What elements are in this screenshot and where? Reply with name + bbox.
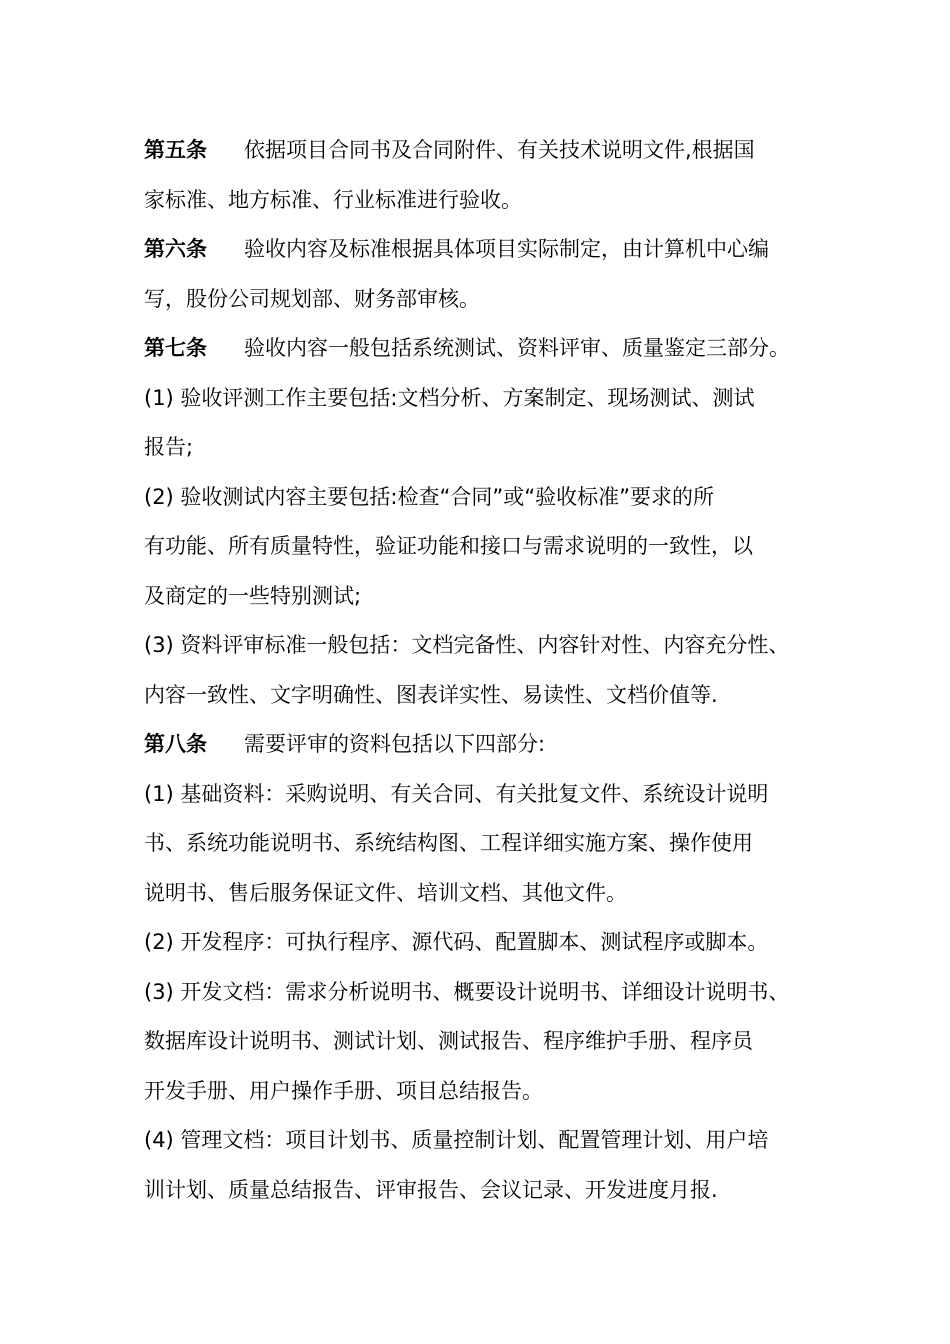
text-line (144, 819, 824, 869)
line-text: 验收内容及标准根据具体项目实际制定，由计算机中心编 (244, 237, 769, 261)
line-text: (1) 基础资料：采购说明、有关合同、有关批复文件、系统设计说明 (144, 781, 769, 806)
line-text: 需要评审的资料包括以下四部分: (244, 732, 546, 756)
text-line (144, 1166, 824, 1216)
text-line (144, 374, 824, 424)
line-text: (2) 验收测试内容主要包括:检查“合同”或“验收标准”要求的所 (144, 484, 715, 509)
text-line (144, 324, 824, 374)
text-line (144, 176, 824, 226)
text-line (144, 671, 824, 721)
text-line (144, 621, 824, 671)
line-text: (2) 开发程序：可执行程序、源代码、配置脚本、测试程序或脚本。 (144, 930, 769, 954)
line-text: 验收内容一般包括系统测试、资料评审、质量鉴定三部分。 (244, 336, 790, 360)
line-text: (4) 管理文档：项目计划书、质量控制计划、配置管理计划、用户培 (144, 1128, 769, 1152)
article-heading: 第七条 (144, 336, 207, 360)
text-line (144, 423, 824, 473)
line-text: 依据项目合同书及合同附件、有关技术说明文件,根据国 (244, 138, 755, 162)
text-line (144, 1017, 824, 1067)
text-line (144, 1067, 824, 1117)
text-line (144, 720, 824, 770)
line-text: (3) 资料评审标准一般包括：文档完备性、内容针对性、内容充分性、 (144, 633, 790, 657)
line-text: 书、系统功能说明书、系统结构图、工程详细实施方案、操作使用 (144, 831, 753, 855)
line-text: (1) 验收评测工作主要包括:文档分析、方案制定、现场测试、测试 (144, 385, 755, 410)
line-text: 开发手册、用户操作手册、项目总结报告。 (144, 1078, 543, 1103)
text-line (144, 918, 824, 968)
article-heading: 第六条 (144, 237, 207, 261)
article-heading: 第五条 (144, 138, 207, 162)
line-text: (3) 开发文档：需求分析说明书、概要设计说明书、详细设计说明书、 (144, 979, 790, 1004)
text-line (144, 522, 824, 572)
text-line (144, 572, 824, 622)
line-text: 家标准、地方标准、行业标准进行验收。 (144, 187, 522, 212)
line-text: 说明书、售后服务保证文件、培训文档、其他文件。 (144, 880, 627, 905)
text-line (144, 473, 824, 523)
document-body (144, 126, 824, 1215)
line-text: 数据库设计说明书、测试计划、测试报告、程序维护手册、程序员 (144, 1029, 753, 1053)
line-text: 有功能、所有质量特性，验证功能和接口与需求说明的一致性，以 (144, 534, 753, 558)
text-line (144, 275, 824, 325)
line-text: 写，股份公司规划部、财务部审核。 (144, 286, 480, 311)
text-line (144, 770, 824, 820)
line-text: 训计划、质量总结报告、评审报告、会议记录、开发进度月报. (144, 1177, 718, 1202)
line-text: 内容一致性、文字明确性、图表详实性、易读性、文档价值等. (144, 682, 718, 707)
line-text: 及商定的一些特别测试; (144, 583, 362, 608)
line-text: 报告; (144, 435, 194, 459)
text-line (144, 225, 824, 275)
text-line (144, 1116, 824, 1166)
article-heading: 第八条 (144, 732, 207, 756)
text-line (144, 126, 824, 176)
text-line (144, 869, 824, 919)
text-line (144, 968, 824, 1018)
